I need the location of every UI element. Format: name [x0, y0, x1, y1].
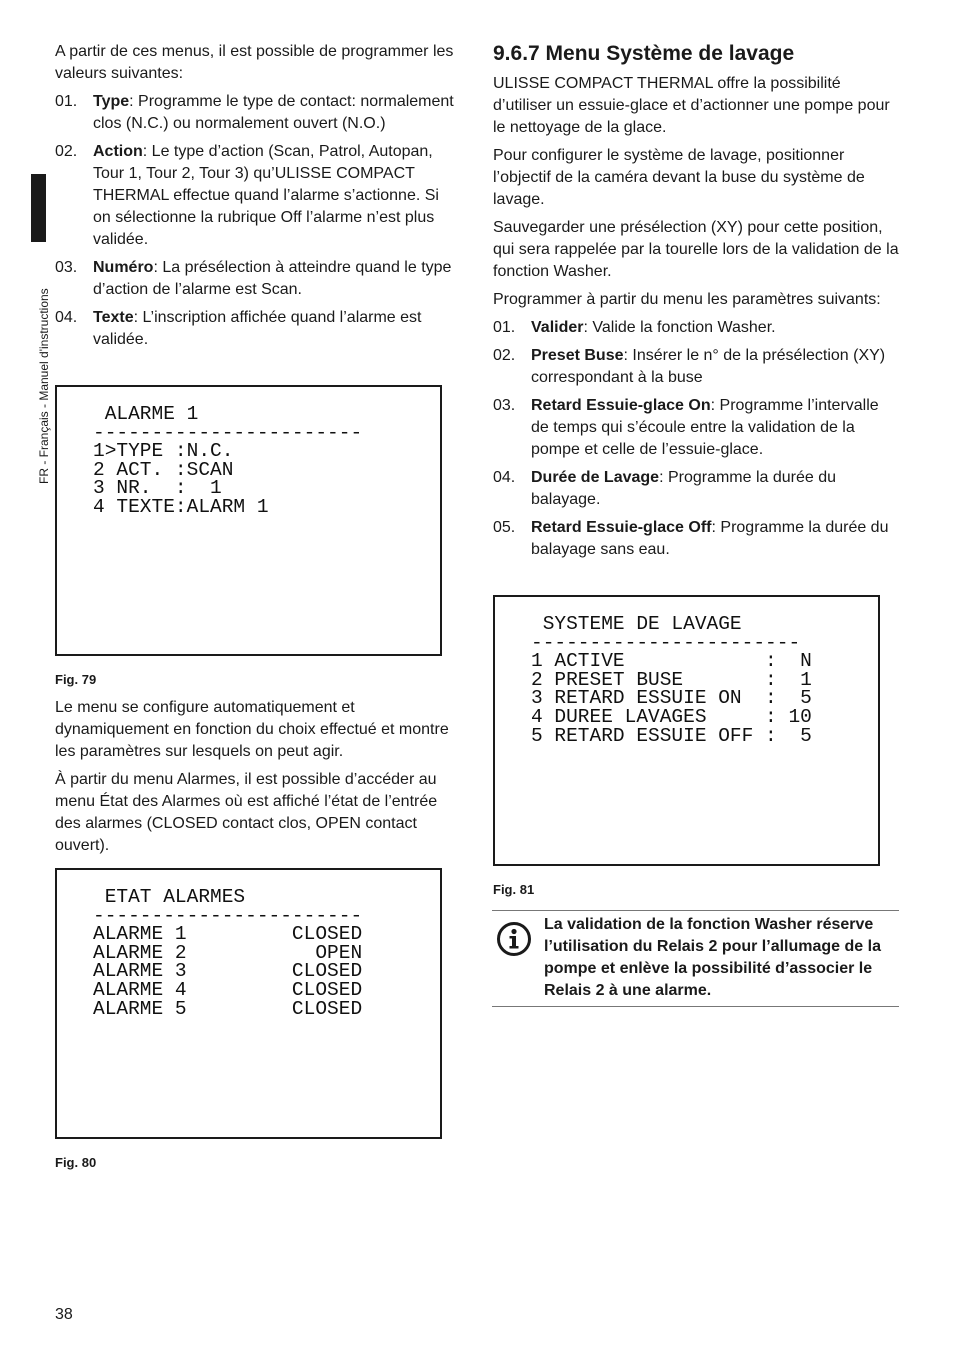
fig-80-caption: Fig. 80: [55, 1155, 97, 1170]
fig-81-caption: Fig. 81: [493, 882, 535, 897]
right-para-2: Pour configurer le système de lavage, positionner l’objectif de la caméra devant la buse du système de lavage.: [493, 147, 865, 208]
list-item: 03. Numéro: La présélection à atteindre quand le type d’action de l’alarme est Scan.: [55, 259, 452, 298]
washer-menu-text: SYSTEME DE LAVAGE ----------------------- 1 ACTIVE : N 2 PRESET BUSE : 1 3 RETARD ESSUIE ON : 5 4 DUREE LAVAGES : 10 5 RETARD ESSUIE OFF : 5: [531, 613, 812, 747]
list-item: 01. Valider: Valide la fonction Washer.: [493, 319, 776, 336]
right-para-1: ULISSE COMPACT THERMAL offre la possibilité d’utiliser un essuie-glace et d’actionner une pompe pour le nettoyage de la glace.: [493, 75, 890, 136]
fig-79-caption: Fig. 79: [55, 672, 97, 687]
right-para-3: Sauvegarder une présélection (XY) pour cette position, qui sera rappelée par la tourelle lors de la validation de la fonction Washer.: [493, 219, 899, 280]
alarm-parameter-list: [55, 91, 461, 351]
alarm-status-text: ETAT ALARMES ----------------------- ALARME 1 CLOSED ALARME 2 OPEN ALARME 3 CLOSED ALARME 4 CLOSED ALARME 5 CLOSED: [93, 886, 363, 1020]
section-heading: 9.6.7 Menu Système de lavage: [493, 42, 795, 65]
left-column-lower: [55, 697, 461, 863]
note-text: La validation de la fonction Washer réserve l’utilisation du Relais 2 pour l’allumage de la pompe et enlève la possibilité d’associer le Relais 2 à une alarme.: [544, 916, 881, 999]
list-item: 04. Durée de Lavage: Programme la durée du balayage.: [493, 469, 837, 508]
right-column: [493, 41, 899, 567]
info-icon: [496, 921, 532, 957]
list-item: 03. Retard Essuie-glace On: Programme l’intervalle de temps qui s’écoule entre la validation de la pompe et celle de l’essuie-glace.: [493, 397, 879, 458]
sidebar-label: FR - Français - Manuel d'instructions: [37, 288, 51, 484]
alarm-menu-text: ALARME 1 ----------------------- 1>TYPE :N.C. 2 ACT. :SCAN 3 NR. : 1 4 TEXTE:ALARM 1: [93, 403, 363, 518]
chapter-marker: [31, 174, 46, 242]
list-item: 04. Texte: L’inscription affichée quand l’alarme est validée.: [55, 309, 422, 348]
list-item: 01. Type: Programme le type de contact: normalement clos (N.C.) ou normalement ouvert (N.O.): [55, 93, 454, 132]
left-column: [55, 41, 461, 357]
list-item: 05. Retard Essuie-glace Off: Programme la durée du balayage sans eau.: [493, 519, 889, 558]
page-number: 38: [55, 1306, 73, 1323]
info-note: [492, 910, 899, 1007]
alarm-status-screen: [55, 868, 442, 1139]
list-item: 02. Preset Buse: Insérer le n° de la présélection (XY) correspondant à la buse: [493, 347, 886, 386]
washer-menu-screen: [493, 595, 880, 866]
alarm-menu-screen: [55, 385, 442, 656]
left-para-1: Le menu se configure automatiquement et dynamiquement en fonction du choix effectué et montre les paramètres sur lesquels on peut agir.: [55, 699, 449, 760]
left-para-2: À partir du menu Alarmes, il est possible d’accéder au menu État des Alarmes où est affiché l’état de l’entrée des alarmes (CLOSED contact clos, OPEN contact ouvert).: [55, 771, 438, 854]
left-intro: A partir de ces menus, il est possible de programmer les valeurs suivantes:: [55, 43, 454, 82]
list-item: 02. Action: Le type d’action (Scan, Patrol, Autopan, Tour 1, Tour 2, Tour 3) qu’ULISSE COMPACT THERMAL effectue quand l’alarme s’actionne. Si on sélectionne la rubrique Off l’alarme n’est plus validée.: [55, 143, 439, 248]
washer-parameter-list: [493, 317, 899, 561]
right-para-4: Programmer à partir du menu les paramètres suivants:: [493, 291, 881, 308]
